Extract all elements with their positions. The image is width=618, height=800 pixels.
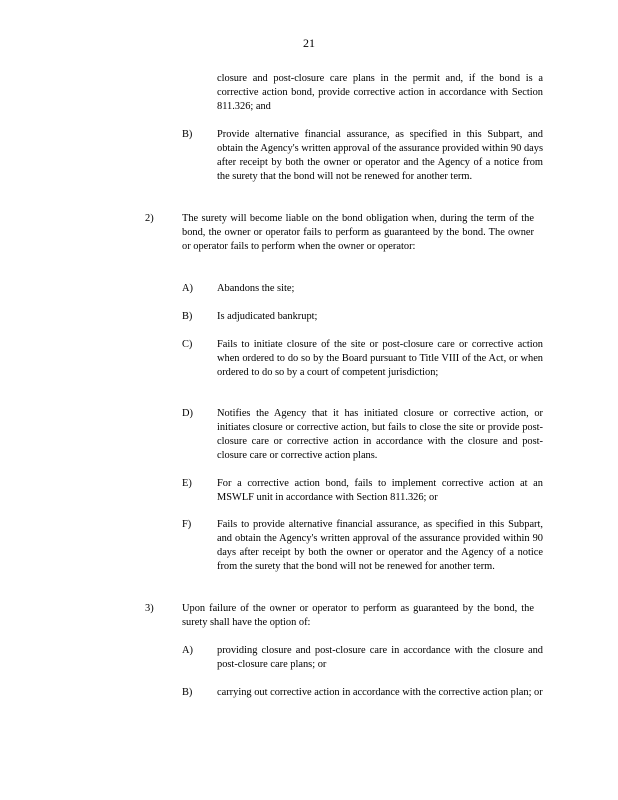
item-3-label-a: A) xyxy=(182,645,193,656)
item-2-label-d: D) xyxy=(182,408,193,419)
item-label-3: 3) xyxy=(145,603,154,614)
item-2-label-c: C) xyxy=(182,339,193,350)
item-text-3: Upon failure of the owner or operator to perform as guaranteed by the bond, the surety shall have the option of: xyxy=(182,603,534,628)
item-3-label-b: B) xyxy=(182,687,193,698)
item-2-text-a: Abandons the site; xyxy=(217,283,295,294)
item-3-text-a: providing closure and post-closure care in accordance with the closure and post-closure care plans; or xyxy=(217,645,543,670)
page-number: 21 xyxy=(303,36,315,50)
item-2-label-e: E) xyxy=(182,478,192,489)
continuation-paragraph: closure and post-closure care plans in the permit and, if the bond is a corrective action bond, provide corrective action in accordance with Section 811.326; and xyxy=(217,73,543,112)
item-2-label-b: B) xyxy=(182,311,193,322)
item-2-text-f: Fails to provide alternative financial assurance, as specified in this Subpart, and obtain the Agency's written approval of the assurance provided within 90 days after receipt by both the owner or operator and the Agency of a notice from the surety that the bond will not be renewed for another term. xyxy=(217,519,543,572)
item-2-text-c: Fails to initiate closure of the site or post-closure care or corrective action when ordered to do so by the Board pursuant to Title VIII of the Act, or when ordered to do so by a court of competent jurisdiction; xyxy=(217,339,543,378)
item-2-text-d: Notifies the Agency that it has initiated closure or corrective action, or initiates closure or corrective action, but fails to close the site or provide post-closure care or corrective action in accordance with the closure and post-closure care or corrective action plans. xyxy=(217,408,543,461)
item-label-2: 2) xyxy=(145,213,154,224)
item-3-text-b: carrying out corrective action in accordance with the corrective action plan; or xyxy=(217,687,543,698)
item-2-label-a: A) xyxy=(182,283,193,294)
item-label-b-prev: B) xyxy=(182,129,193,140)
item-text-b-prev: Provide alternative financial assurance, as specified in this Subpart, and obtain the Agency's written approval of the assurance provided within 90 days after receipt by both the owner or operator and the Agency of a notice from the surety that the bond will not be renewed for another term. xyxy=(217,129,543,182)
item-2-label-f: F) xyxy=(182,519,192,530)
item-2-text-b: Is adjudicated bankrupt; xyxy=(217,311,318,322)
item-2-text-e: For a corrective action bond, fails to implement corrective action at an MSWLF unit in accordance with Section 811.326; or xyxy=(217,478,543,503)
item-text-2: The surety will become liable on the bond obligation when, during the term of the bond, the owner or operator fails to perform as guaranteed by the bond. The owner or operator fails to perform when the owner or operator: xyxy=(182,213,534,252)
